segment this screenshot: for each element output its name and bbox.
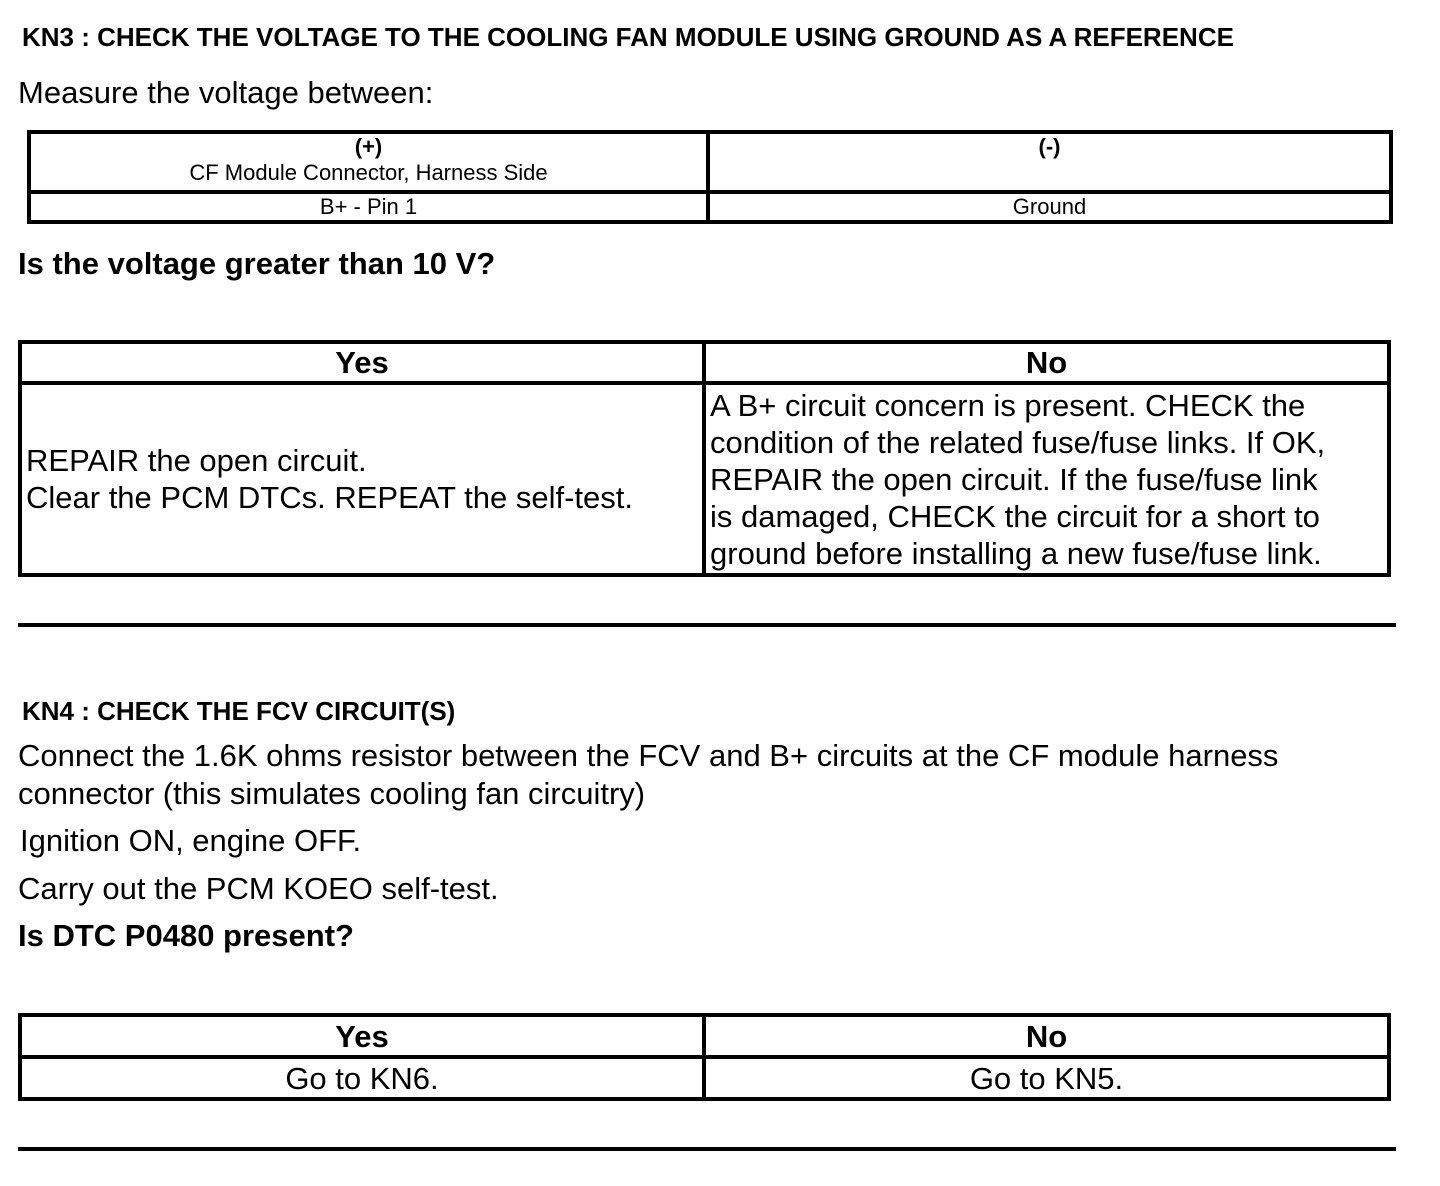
kn3-answer-table	[18, 340, 1391, 577]
kn3-no-line: REPAIR the open circuit. If the fuse/fuse link	[710, 461, 1318, 497]
kn4-heading: KN4 : CHECK THE FCV CIRCUIT(S)	[22, 696, 456, 726]
kn3-yes-header: Yes	[20, 342, 704, 383]
kn4-no-value: Go to KN5.	[704, 1057, 1389, 1099]
measure-pos-subheader: CF Module Connector, Harness Side	[189, 160, 548, 185]
kn4-step3: Carry out the PCM KOEO self-test.	[18, 871, 499, 906]
kn3-no-line: A B+ circuit concern is present. CHECK the	[710, 387, 1306, 423]
kn3-no-header: No	[704, 342, 1389, 383]
measure-neg-header: (-)	[708, 132, 1391, 192]
kn3-no-line: ground before installing a new fuse/fuse link.	[710, 535, 1322, 571]
kn4-step1-line2: connector (this simulates cooling fan circuitry)	[18, 776, 646, 811]
kn3-no-cell	[704, 383, 1389, 575]
measure-pos-header: (+)	[354, 134, 383, 159]
kn3-no-line: condition of the related fuse/fuse links. If OK,	[710, 424, 1326, 460]
section-divider	[18, 623, 1396, 627]
kn3-measure-table	[27, 130, 1393, 224]
kn4-yes-value: Go to KN6.	[20, 1057, 704, 1099]
kn4-yes-header: Yes	[20, 1015, 704, 1057]
measure-pos-header-cell	[29, 132, 708, 192]
measure-neg-value: Ground	[708, 192, 1391, 222]
kn3-yes-line: Clear the PCM DTCs. REPEAT the self-test.	[26, 480, 633, 515]
kn3-intro: Measure the voltage between:	[18, 75, 434, 110]
kn3-no-line: is damaged, CHECK the circuit for a short to	[710, 498, 1320, 534]
kn3-question: Is the voltage greater than 10 V?	[18, 246, 496, 281]
kn3-yes-cell	[20, 383, 704, 575]
kn4-step1-line1: Connect the 1.6K ohms resistor between the FCV and B+ circuits at the CF module harness	[18, 738, 1279, 773]
kn4-answer-table	[18, 1013, 1391, 1101]
kn4-no-header: No	[704, 1015, 1389, 1057]
kn3-yes-line: REPAIR the open circuit.	[26, 443, 367, 478]
section-divider	[18, 1147, 1396, 1151]
measure-pos-value: B+ - Pin 1	[29, 192, 708, 222]
kn4-step2: Ignition ON, engine OFF.	[20, 823, 362, 858]
kn4-question: Is DTC P0480 present?	[18, 918, 354, 953]
kn3-heading: KN3 : CHECK THE VOLTAGE TO THE COOLING FAN MODULE USING GROUND AS A REFERENCE	[22, 22, 1234, 52]
